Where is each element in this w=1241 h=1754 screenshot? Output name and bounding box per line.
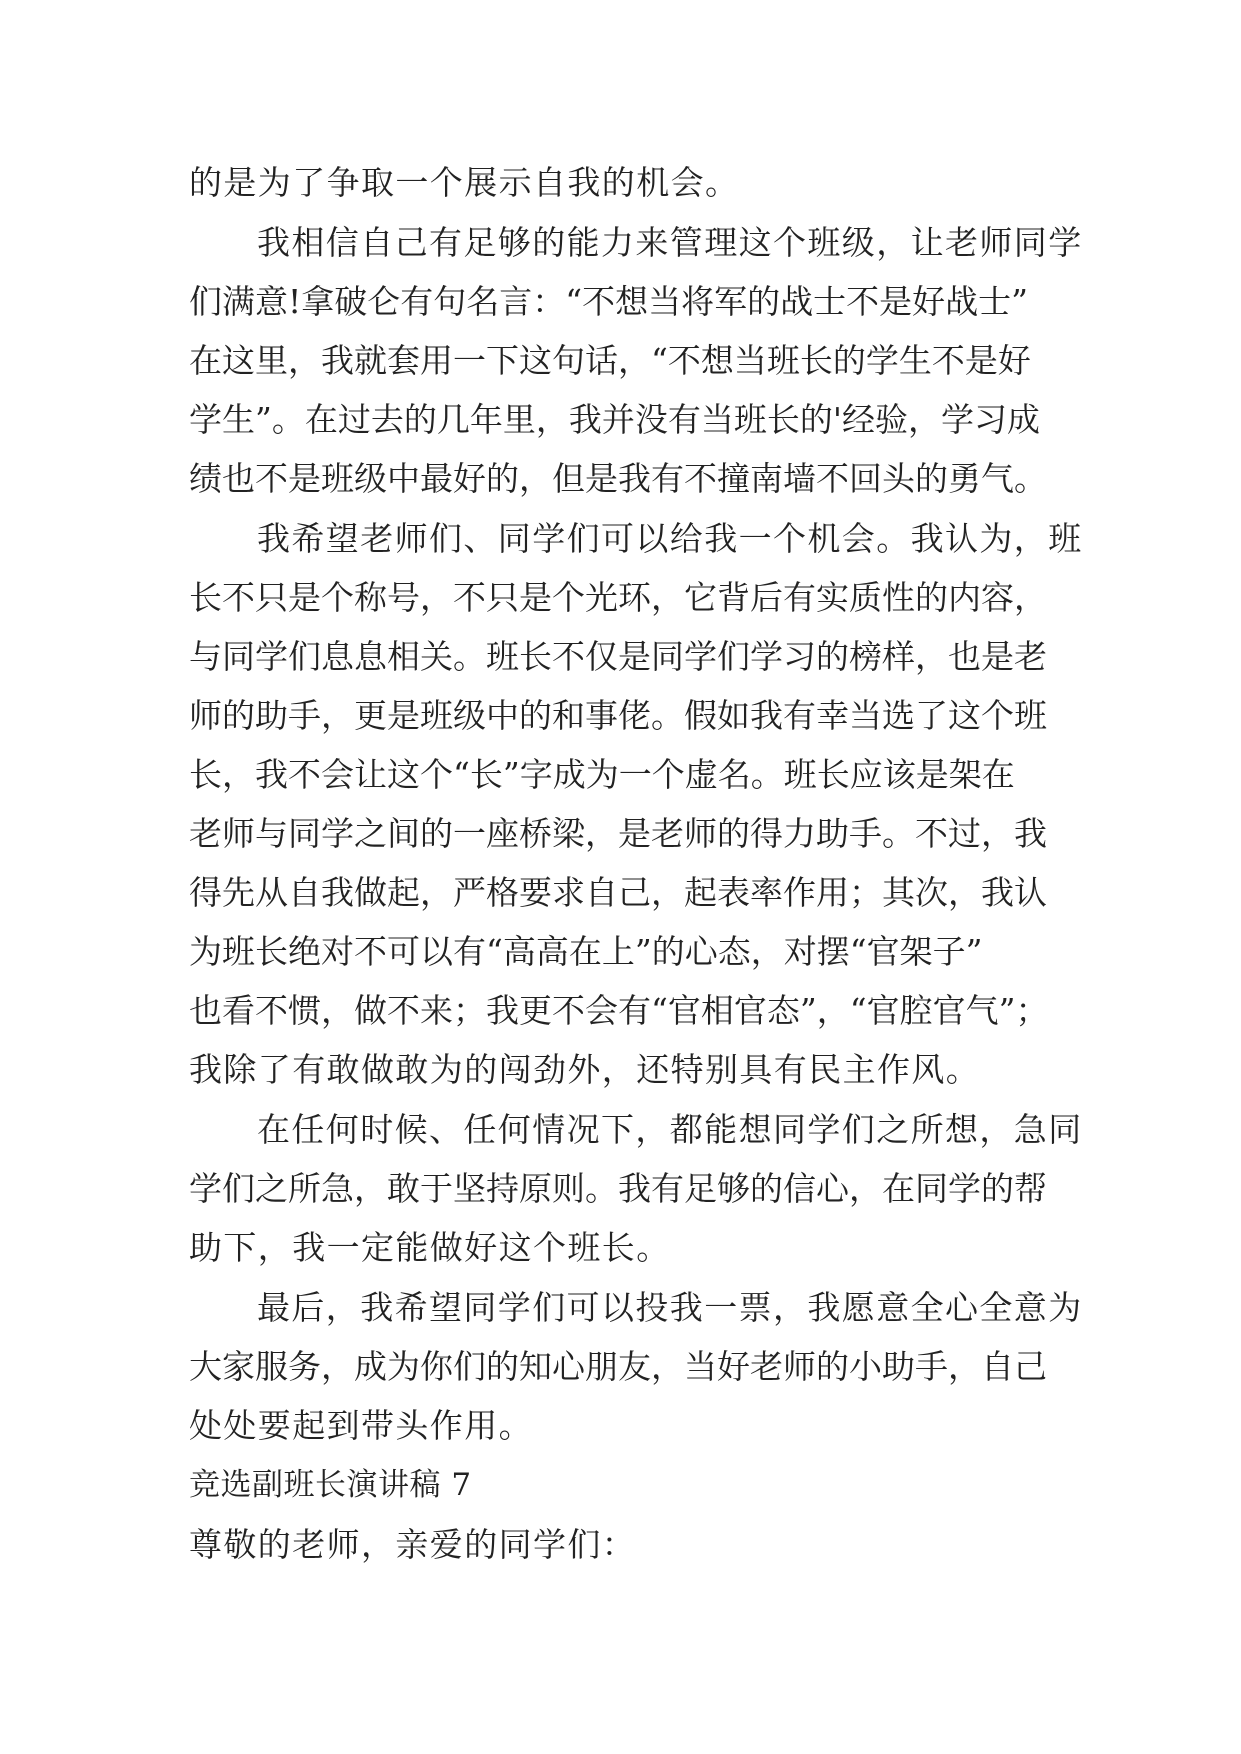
- text-line: 学生”。在过去的几年里，我并没有当班长的'经验，学习成: [189, 400, 1040, 439]
- text-line: 也看不惯，做不来；我更不会有“官相官态”，“官腔官气”；: [189, 991, 1049, 1030]
- salutation-line: 尊敬的老师，亲爱的同学们：: [189, 1525, 637, 1564]
- text-line: 为班长绝对不可以有“高高在上”的心态，对摆“官架子”: [189, 932, 983, 971]
- text-line: 得先从自我做起，严格要求自己，起表率作用；其次，我认: [189, 873, 1047, 912]
- text-line: 大家服务，成为你们的知心朋友，当好老师的小助手，自己: [189, 1347, 1047, 1386]
- text-line: 学们之所急，敢于坚持原则。我有足够的信心，在同学的帮: [189, 1169, 1047, 1208]
- text-line: 我除了有敢做敢为的闯劲外，还特别具有民主作风。: [189, 1050, 981, 1089]
- text-line: 的是为了争取一个展示自我的机会。: [189, 163, 740, 202]
- text-line: 长，我不会让这个“长”字成为一个虚名。班长应该是架在: [189, 755, 1015, 794]
- text-line: 在这里，我就套用一下这句话，“不想当班长的学生不是好: [189, 341, 1031, 380]
- paragraph-start-line: 我相信自己有足够的能力来管理这个班级，让老师同学: [257, 223, 1083, 262]
- text-line: 师的助手，更是班级中的和事佬。假如我有幸当选了这个班: [189, 696, 1047, 735]
- text-line: 老师与同学之间的一座桥梁，是老师的得力助手。不过，我: [189, 814, 1047, 853]
- paragraph-start-line: 我希望老师们、同学们可以给我一个机会。我认为，班: [257, 519, 1083, 558]
- section-heading: 竞选副班长演讲稿 7: [189, 1467, 472, 1503]
- text-line: 们满意!拿破仑有句名言：“不想当将军的战士不是好战士”: [189, 282, 1029, 321]
- text-line: 长不只是个称号，不只是个光环，它背后有实质性的内容，: [189, 578, 1047, 617]
- text-line: 绩也不是班级中最好的，但是我有不撞南墙不回头的勇气。: [189, 459, 1047, 498]
- text-line: 与同学们息息相关。班长不仅是同学们学习的榜样，也是老: [189, 637, 1047, 676]
- text-line: 处处要起到带头作用。: [189, 1406, 533, 1445]
- text-line: 助下，我一定能做好这个班长。: [189, 1228, 671, 1267]
- paragraph-start-line: 最后，我希望同学们可以投我一票，我愿意全心全意为: [257, 1288, 1083, 1327]
- paragraph-start-line: 在任何时候、任何情况下，都能想同学们之所想，急同: [257, 1110, 1083, 1149]
